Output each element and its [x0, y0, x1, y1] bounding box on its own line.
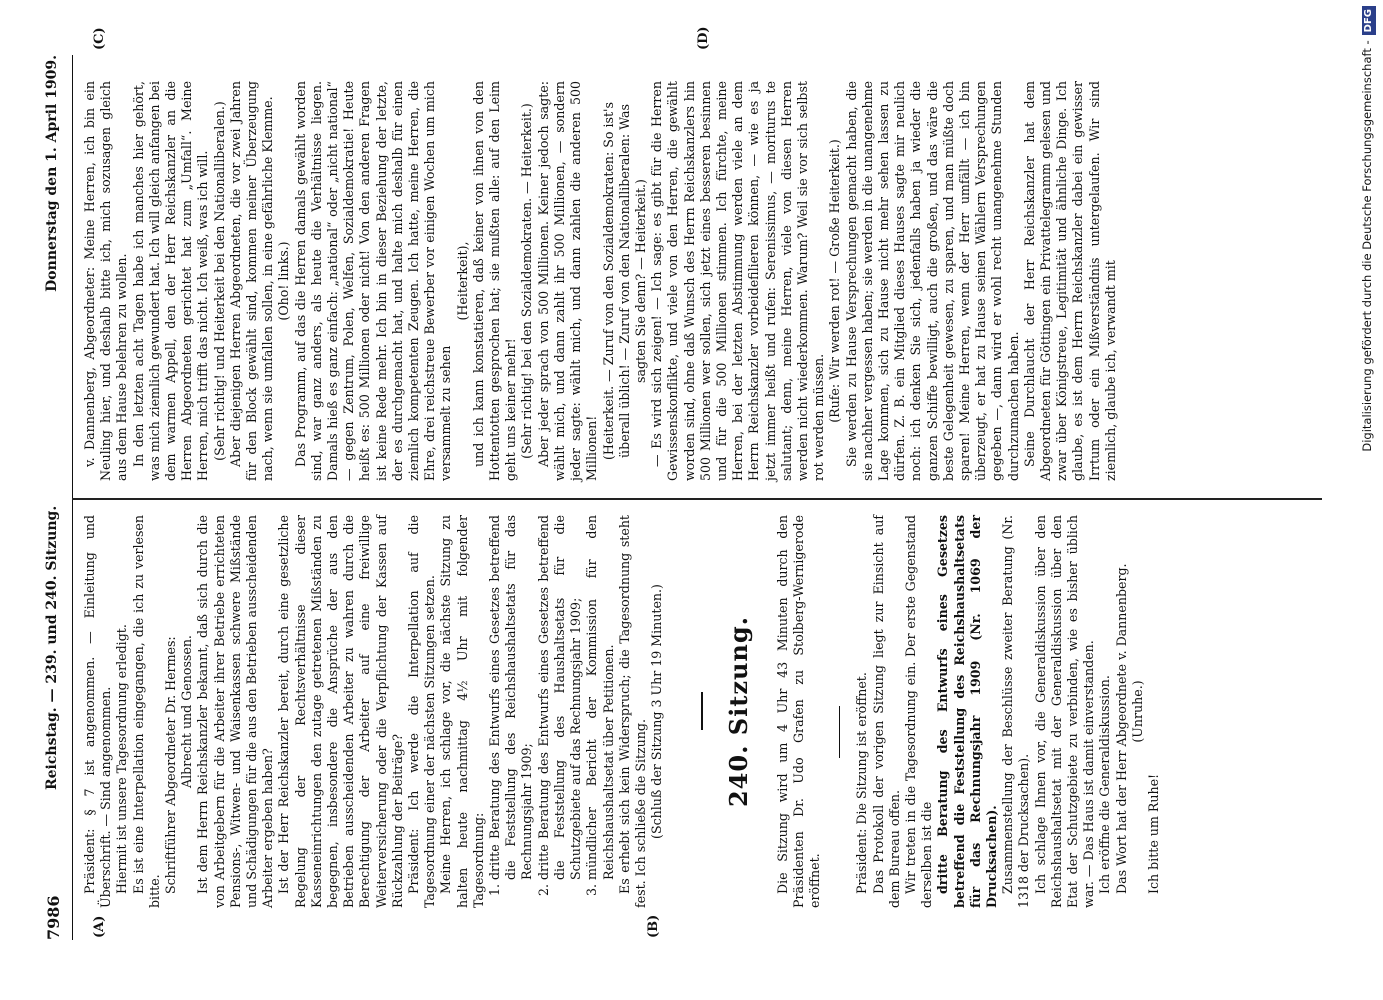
header-right: Donnerstag den 1. April 1909.: [44, 55, 60, 292]
interjection: (Oho! links.): [276, 241, 292, 321]
interjection: (Unruhe.): [1129, 680, 1145, 743]
paragraph: Es erhebt sich kein Widerspruch; die Tagesordnung steht fest. Ich schließe die Sitzung.: [616, 515, 648, 908]
interjection: (Rufe: Wir werden rot! — Große Heiterkeit.): [827, 139, 843, 423]
paragraph: Ich eröffne die Generaldiskussion.: [1097, 675, 1113, 894]
paragraph: Das Programm, auf das die Herren damals gewählt worden sind, war ganz anders, als heute die Verhältnisse liegen. Damals hieß es ganz einfach: „national“ oder „nicht national“ — gegen Zentrum, Polen, Welfen, Sozialdemokratie! Heute heißt es: 500 Millionen oder nicht! Von den anderen Fragen ist keine Rede mehr. Ich bin in dieser Beziehung der letzte, der es durchgemacht hat, und halte mich deshalb für einen ziemlich kompetenten Zeugen. Ich hatte, meine Herren, die Ehre, drei reichstreue Bewerber vor einigen Wochen um mich versammelt zu sehen: [292, 81, 454, 481]
paragraph: Das Protokoll der vorigen Sitzung liegt zur Einsicht auf dem Bureau offen.: [870, 515, 902, 908]
paragraph: Ist dem Herrn Reichskanzler bekannt, daß sich durch die von Arbeitgebern für die Arbeiter ihrer Betriebe errichteten Pensions-, Witwen- und Waisenkassen schwere Mißstände und Schädigungen für die aus den Betrieben ausscheidenden Arbeiter ergeben haben?: [195, 515, 276, 908]
paragraph: Ich bitte um Ruhe!: [1146, 773, 1162, 894]
margin-marker-d: (D): [696, 26, 711, 50]
paragraph: Das Wort hat der Herr Abgeordnete v. Dannenberg.: [1113, 563, 1129, 894]
paragraph: Präsident: Die Sitzung ist eröffnet.: [854, 672, 870, 894]
short-divider: [839, 706, 840, 758]
paragraph: Es ist eine Interpellation eingegangen, die ich zu verlesen bitte.: [130, 515, 162, 908]
agenda-list: [487, 515, 617, 908]
header-left: Reichstag. — 239. und 240. Sitzung.: [44, 505, 60, 790]
column-rule: [72, 499, 1322, 501]
paragraph: Schriftführer Abgeordneter Dr. Hermes:: [163, 636, 179, 894]
credit-text: Digitalisierung gefördert durch die Deutsche Forschungsgemeinschaft -: [1360, 40, 1374, 452]
page-number: 7986: [44, 895, 63, 940]
margin-marker-c: (C): [92, 27, 107, 50]
paragraph: v. Dannenberg, Abgeordneter: Meine Herren, ich bin ein Neuling hier, und deshalb bitte ich, mich sozusagen gleich aus dem Hause belehren zu wollen.: [82, 81, 130, 481]
digitization-credit: [1357, 6, 1377, 996]
interjection: (Sehr richtig! bei den Sozialdemokraten. — Heiterkeit.): [519, 103, 535, 459]
paragraph: Präsident: § 7 ist angenommen. — Einleitung und Überschrift. — Sind angenommen.: [82, 515, 114, 908]
paragraph: Seine Durchlaucht der Herr Reichskanzler hat dem Abgeordneten für Göttingen ein Privattelegramm gelesen und zwar über Königstreue, Legitimität und ähnliche Dinge. Ich glaube, es ist dem Herrn Reichskanzler dabei ein gewisser Irrtum oder ein Mißverständnis untergelaufen. Wir sind ziemlich, glaube ich, verwandt mit: [1021, 81, 1118, 481]
paragraph: Ich schlage Ihnen vor, die Generaldiskussion über den Reichshaushaltsetat mit der Generaldiskussion über den Etat der Schutzgebiete zu verbinden, wie es bisher üblich war. — Das Haus ist damit einverstanden.: [1032, 515, 1097, 908]
margin-marker-b: (B): [646, 914, 661, 938]
right-column: [82, 81, 1119, 481]
dfg-logo: DFG: [1362, 6, 1376, 35]
closing-note: (Schluß der Sitzung 3 Uhr 19 Minuten.): [649, 584, 665, 839]
paragraph: Ist der Herr Reichskanzler bereit, durch eine gesetzliche Regelung der Rechtsverhältnisse dieser Kasseneinrichtungen den zutage getretenen Mißständen zu begegnen, insbesondere die Ansprüche der aus den Betrieben ausscheidenden Arbeiter zu wahren durch die Berechtigung der Arbeiter auf eine freiwillige Weiterversicherung oder die Verpflichtung der Kassen auf Rückzahlung der Beiträge?: [276, 515, 405, 908]
paragraph: Die Sitzung wird um 4 Uhr 43 Minuten durch den Präsidenten Dr. Udo Grafen zu Stolberg-Wernigerode eröffnet.: [774, 515, 823, 908]
paragraph: Aber jeder sprach von 500 Millionen. Keiner jedoch sagte: wählt mich, und dann zahlt ihr 500 Millionen, — sondern jeder sagte: wählt mich, und dann zahlen die anderen 500 Millionen!: [535, 81, 600, 481]
interpellation-heading: Albrecht und Genossen.: [179, 635, 195, 788]
paragraph: und ich kann konstatieren, daß keiner von ihnen von den Hottentotten gesprochen hat; sie mußten alle: auf den Leim geht uns keiner mehr!: [470, 81, 519, 481]
list-item: 2. dritte Beratung des Entwurfs eines Gesetzes betreffend die Feststellung des Haushaltsetats für die Schutzgebiete auf das Rechnungsjahr 1909;: [536, 515, 585, 880]
paragraph: dritte Beratung des Entwurfs eines Gesetzes betreffend die Feststellung des Reichshaushaltsetats für das Rechnungsjahr 1909 (Nr. 1069 der Drucksachen).: [935, 515, 1000, 908]
interjection: (Sehr richtig! und Heiterkeit bei den Nationalliberalen.): [211, 101, 227, 461]
interjection: (Heiterkeit),: [454, 241, 470, 321]
left-column: [82, 515, 1162, 908]
paragraph: Hiermit ist unsere Tagesordnung erledigt.: [114, 624, 130, 894]
section-divider: [701, 693, 702, 731]
paragraph: — Es wird sich zeigen! — Ich sage: es gibt für die Herren Gewissenskonflikte, und viele von den Herren, die gewählt worden sind, ohne daß Wunsch des Herrn Reichskanzlers hin 500 Millionen wer sollen, sich jetzt eines besseren besinnen und für die 500 Millionen stimmen. Ich fürchte, meine Herren, bei der letzten Abstimmung werden viele an dem Herrn Reichskanzler vorbeidefilieren können, — wie es ja jetzt immer heißt und rufen: Serenissimus, — moriturus te salutant; denn, meine Herren, viele von diesen Herren werden nicht wiederkommen. Warum? Weil sie vor sich selbst rot werden müssen.: [649, 81, 827, 481]
running-header: [38, 55, 73, 940]
interjection: (Heiterkeit. — Zuruf von den Sozialdemokraten: So ist's überall üblich! — Zuruf von den Nationalliberalen: Was sagten Sie denn? — Heiterkeit.): [600, 102, 648, 460]
margin-marker-a: (A): [92, 915, 107, 938]
list-item: 1. dritte Beratung des Entwurfs eines Gesetzes betreffend die Feststellung des Reichshaushaltsetats für das Rechnungsjahr 1909;: [487, 515, 536, 880]
list-item: 3. mündlicher Bericht der Kommission für den Reichshaushaltsetat über Petitionen.: [584, 515, 616, 880]
paragraph: Wir treten in die Tagesordnung ein. Der erste Gegenstand derselben ist die: [903, 515, 935, 908]
paragraph: Meine Herren, ich schlage vor, die nächste Sitzung zu halten heute nachmittag 4½ Uhr mit folgender Tagesordnung:: [438, 515, 486, 908]
paragraph: Zusammenstellung der Beschlüsse zweiter Beratung (Nr. 1318 der Drucksachen).: [1000, 515, 1032, 908]
paragraph: Sie werden zu Hause Versprechungen gemacht haben, die sie nachher vergessen haben; sie werden in die unangenehme Lage kommen, sich zu Hause nicht mehr sehen lassen zu dürfen. Z. B. ein Mitglied dieses Hauses sagte mir neulich noch: ich denken Sie sich, jedenfalls haben ja wieder die ganzen Schiffe bewilligt, auch die großen, und das wäre die beste Gelegenheit gewesen, zu sparen, und man müßte doch sparen! Meine Herren, wenn der Herr umfällt — ich bin überzeugt, er hat zu Hause seinen Wählern Versprechungen gegeben —, dann wird er wohl recht unangenehme Stunden durchzumachen haben.: [843, 81, 1021, 481]
paragraph: Präsident: Ich werde die Interpellation auf die Tagesordnung einer der nächsten Sitzungen setzen.: [406, 515, 438, 908]
paragraph: Aber diejenigen Herren Abgeordneten, die vor zwei Jahren für den Block gewählt sind, kommen meiner Überzeugung nach, wenn sie umfallen sollen, in eine gefährliche Klemme.: [227, 81, 276, 481]
paragraph: In den letzten acht Tagen habe ich manches hier gehört, was mich ziemlich gewundert hat. Ich will gleich anfangen bei dem warmen Appell, den der Herr Reichskanzler an die Herren Abgeordneten gerichtet hat zum „Umfall“. Meine Herren, mich trifft das nicht. Ich weiß, was ich will.: [130, 81, 211, 481]
session-title: 240. Sitzung.: [723, 616, 753, 808]
